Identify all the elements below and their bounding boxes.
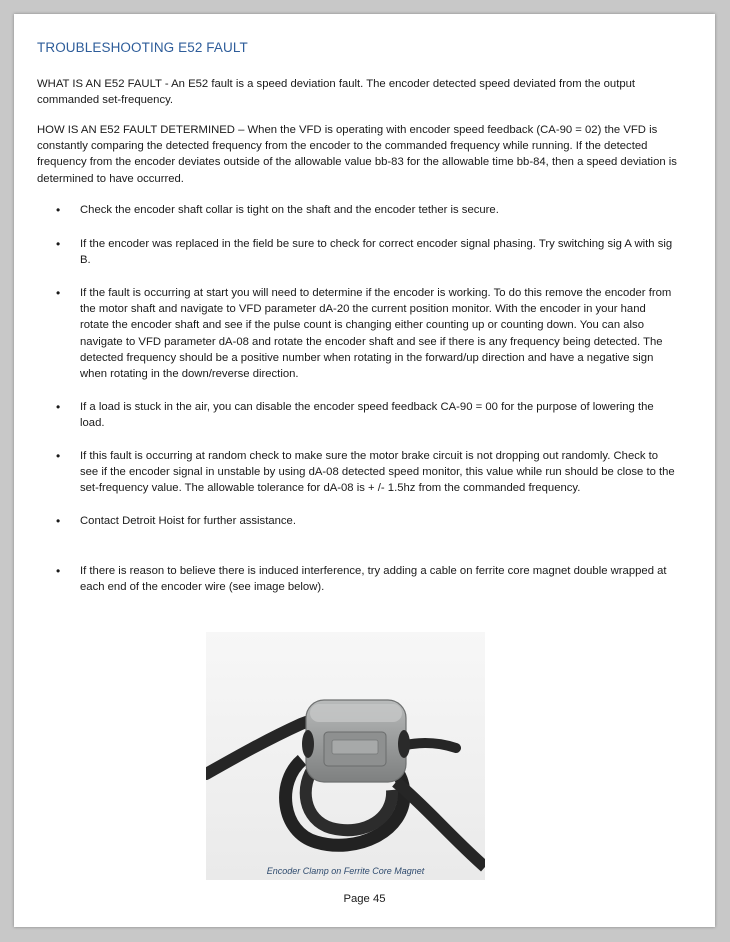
list-item xyxy=(56,513,676,529)
list-item-text: If this fault is occurring at random check to make sure the motor brake circuit is not dropping out randomly. Check to see if the encoder signal in unstable by using dA-08 detected speed monitor, this value while run should be close to the set-frequency value. The allowable tolerance for dA-08 is + /- 1.5hz from the commanded frequency. xyxy=(80,450,675,495)
section-heading: TROUBLESHOOTING E52 FAULT xyxy=(37,40,248,55)
list-item-text: If a load is stuck in the air, you can disable the encoder speed feedback CA-90 = 00 for the purpose of lowering the load. xyxy=(80,401,654,430)
bullet-icon: • xyxy=(56,286,61,300)
list-item xyxy=(56,236,676,268)
bullet-icon: • xyxy=(56,514,61,528)
list-item-text: Contact Detroit Hoist for further assistance. xyxy=(80,515,296,527)
list-item-text: If the fault is occurring at start you will need to determine if the encoder is working. To do this remove the encoder from the motor shaft and navigate to VFD parameter dA-20 the current position monitor. With the encoder in your hand rotate the encoder shaft and see if the pulse count is changing either counting up or counting down. You can also navigate to VFD parameter dA-08 and rotate the encoder shaft and see if there is any frequency being detected. The detected frequency should be a positive number when rotating in the forward/up direction and have a negative sign when rotating in the down/reverse direction. xyxy=(80,287,672,381)
list-item-text: If there is reason to believe there is induced interference, try adding a cable on ferrite core magnet double wrapped at each end of the encoder wire (see image below). xyxy=(80,565,667,594)
list-item xyxy=(56,448,676,497)
list-item xyxy=(56,399,676,431)
bullet-icon: • xyxy=(56,237,61,251)
bullet-icon: • xyxy=(56,564,61,578)
ferrite-core-photo xyxy=(206,632,485,880)
page-number: Page 45 xyxy=(343,893,386,905)
document-page xyxy=(14,14,715,927)
list-item-text: If the encoder was replaced in the field be sure to check for correct encoder signal phasing. Try switching sig A with sig B. xyxy=(80,238,673,267)
how-determined-paragraph: HOW IS AN E52 FAULT DETERMINED – When the VFD is operating with encoder speed feedback (CA-90 = 02) the VFD is constantly comparing the detected frequency from the encoder to the commanded frequency while running. If the detected frequency from the encoder deviates outside of the allowable value bb-83 for the allowable time bb-84, then a speed deviation is determined to have occurred. xyxy=(37,124,677,185)
list-item xyxy=(56,285,676,382)
bullet-icon: • xyxy=(56,449,61,463)
ferrite-core-illustration xyxy=(206,632,485,880)
list-item-text: Check the encoder shaft collar is tight on the shaft and the encoder tether is secure. xyxy=(80,204,499,216)
bullet-icon: • xyxy=(56,203,61,217)
bullet-icon: • xyxy=(56,400,61,414)
list-item xyxy=(56,563,676,595)
figure-caption: Encoder Clamp on Ferrite Core Magnet xyxy=(266,866,425,876)
list-item xyxy=(56,202,676,218)
what-is-paragraph: WHAT IS AN E52 FAULT - An E52 fault is a speed deviation fault. The encoder detected speed deviated from the output commanded set-frequency. xyxy=(37,78,636,107)
